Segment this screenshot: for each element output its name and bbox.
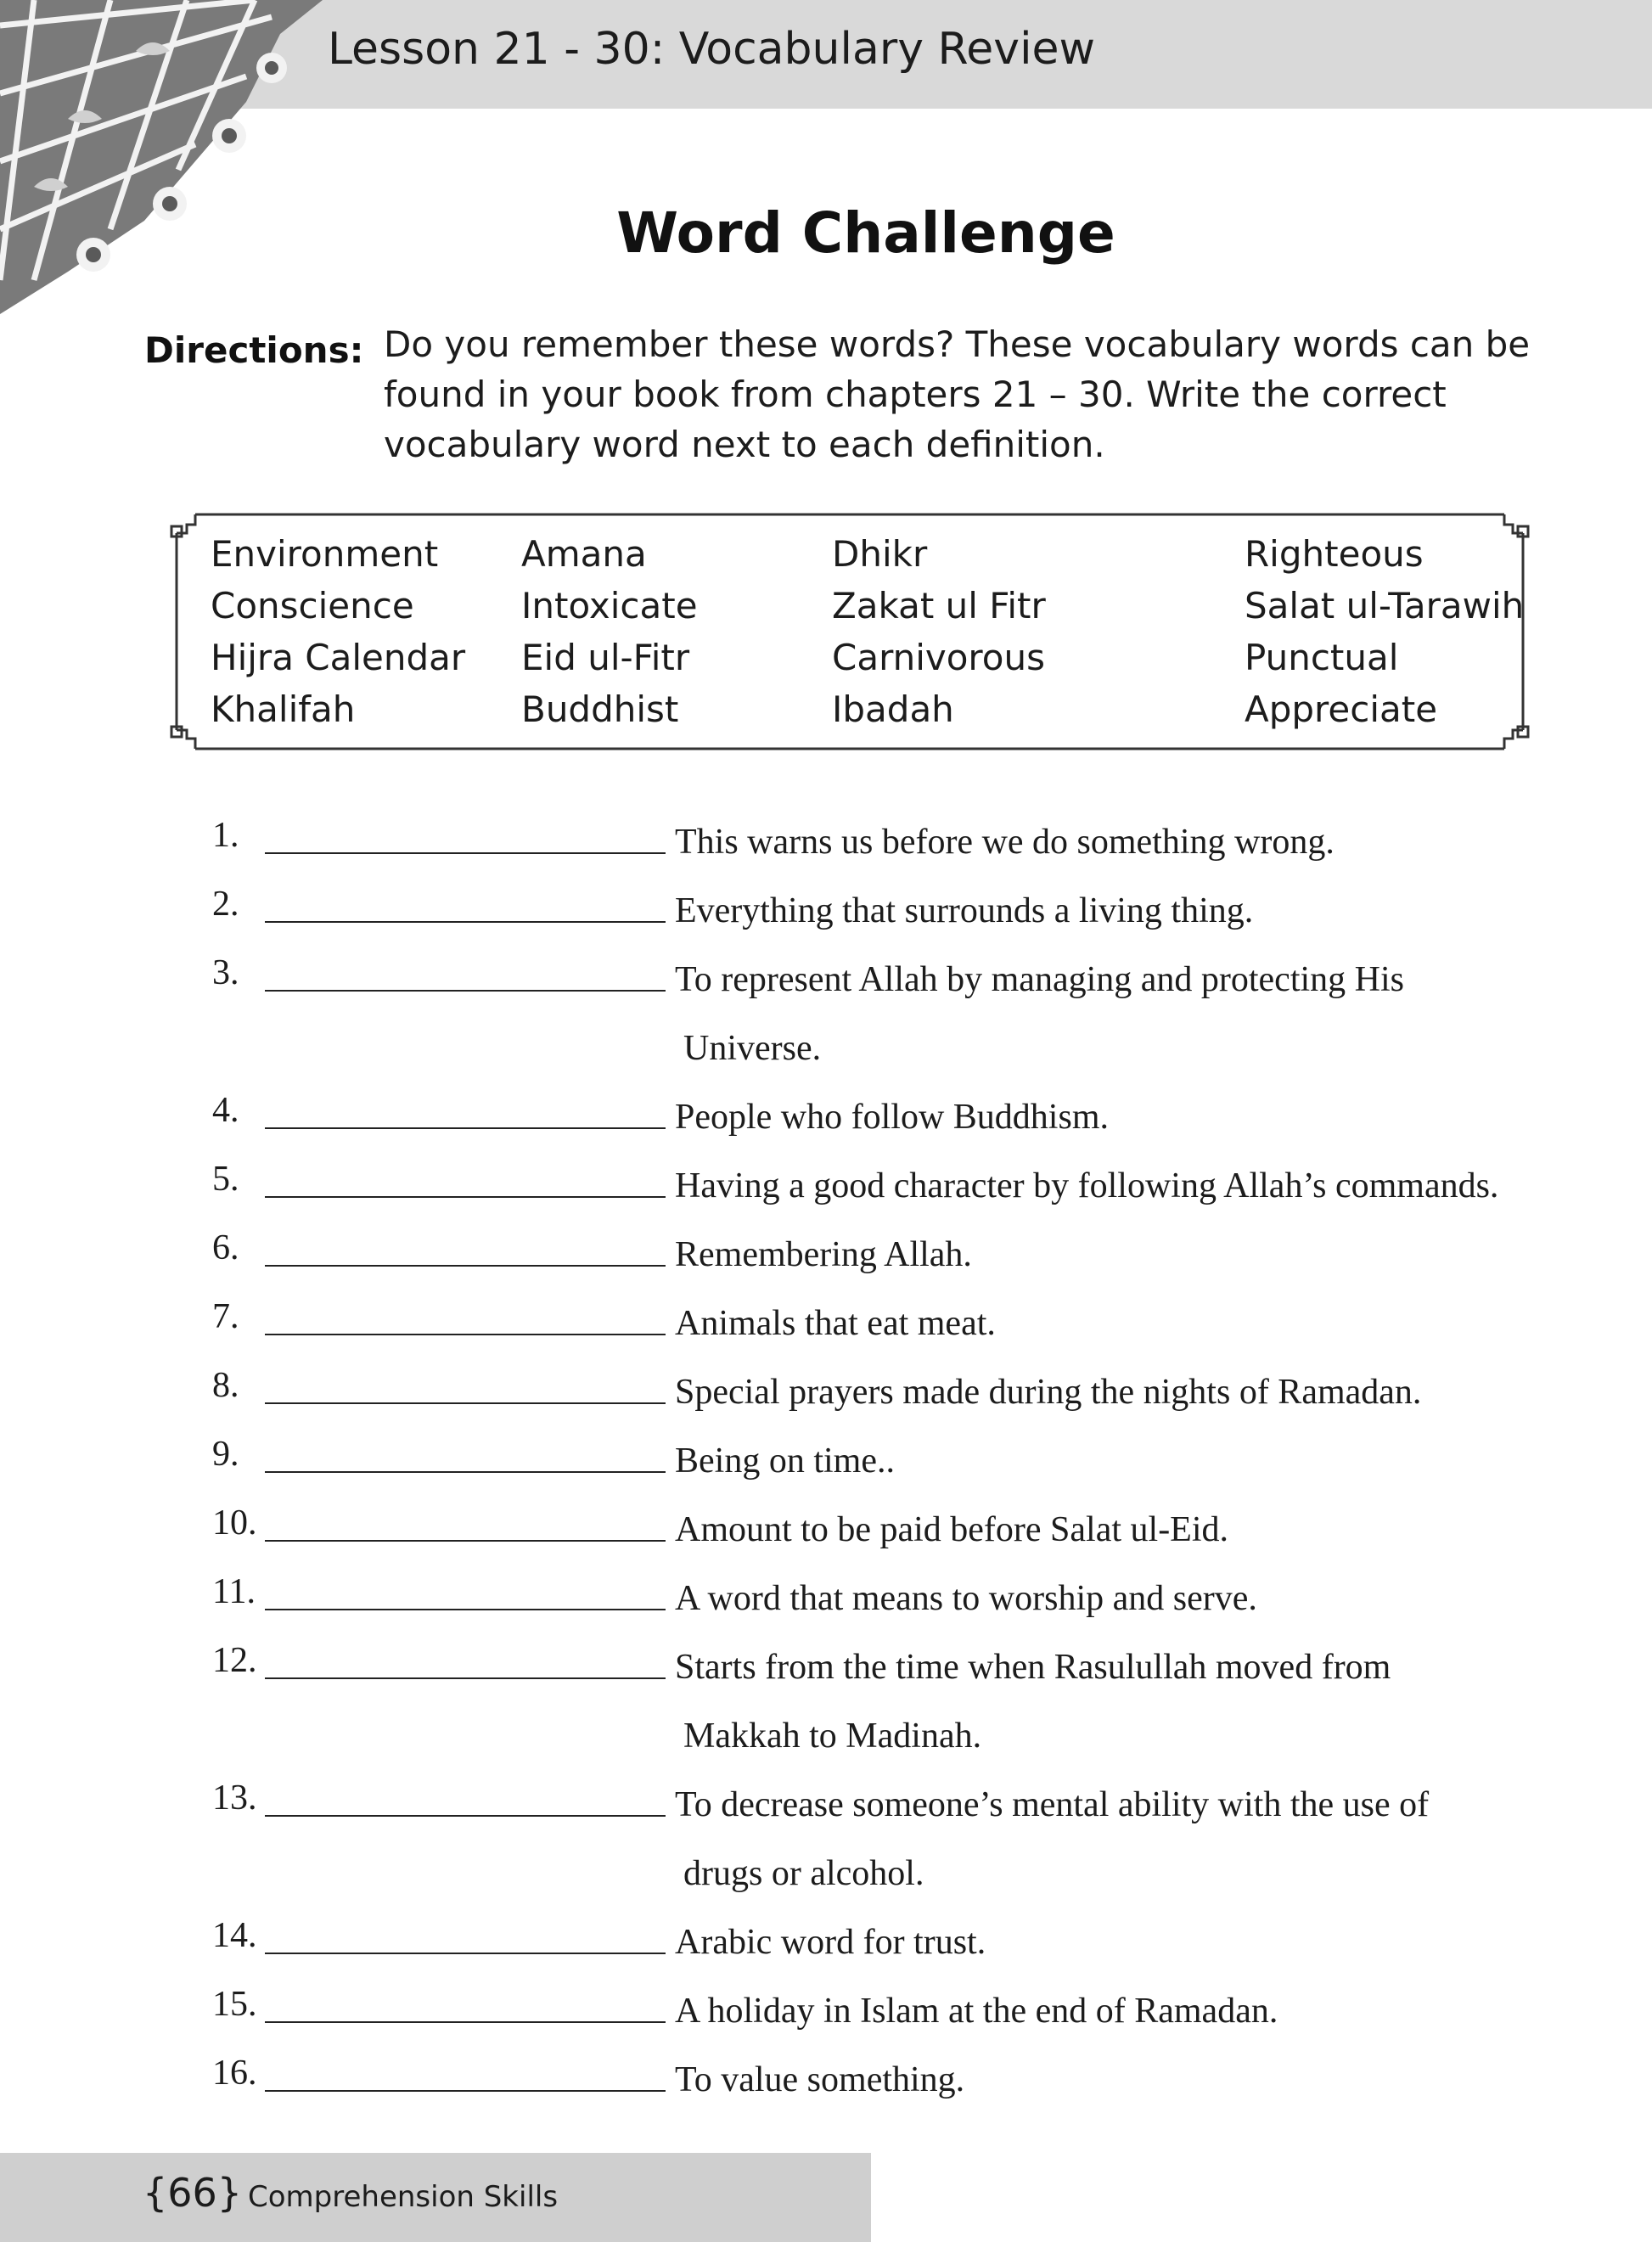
word-bank-column-2 [521,528,698,735]
question-number: 4. [212,1091,239,1130]
question-row [212,1771,1604,1908]
answer-blank[interactable] [265,1196,666,1198]
lesson-title: Lesson 21 - 30: Vocabulary Review [328,24,1096,75]
question-row [212,1977,1604,2046]
answer-blank[interactable] [265,1127,666,1129]
word-bank-column-1 [211,528,465,735]
question-number: 14. [212,1916,257,1955]
question-row [212,1427,1604,1496]
directions-text: Do you remember these words? These vocabulary words can be found in your book from chapters 21 – 30. Write the correct vocabulary word next to each definition. [384,323,1531,465]
word-bank-item: Eid ul-Fitr [521,637,690,678]
question-definition: Amount to be paid before Salat ul-Eid. [675,1510,1229,1549]
word-bank-item: Dhikr [832,533,928,575]
word-bank-item: Buddhist [521,688,679,730]
answer-blank[interactable] [265,990,666,992]
question-number: 8. [212,1366,239,1405]
question-definition: Having a good character by following Allah’s commands. [675,1166,1499,1205]
word-bank-item: Zakat ul Fitr [832,585,1046,627]
page-title: Word Challenge [616,200,1115,266]
question-row [212,1496,1604,1565]
question-row [212,877,1604,946]
word-bank-item: Conscience [211,585,414,627]
directions-label: Directions: [144,329,364,371]
question-list [212,808,1604,2115]
word-bank-item: Khalifah [211,688,356,730]
answer-blank[interactable] [265,852,666,854]
question-definition: This warns us before we do something wrong. [675,823,1335,862]
question-row [212,1633,1604,1771]
question-row [212,1290,1604,1358]
word-bank-item: Amana [521,533,647,575]
answer-blank[interactable] [265,2021,666,2023]
question-number: 11. [212,1572,256,1611]
word-bank-item: Righteous [1245,533,1424,575]
page-number: {66} [143,2170,243,2216]
question-definition: To represent Allah by managing and protecting His Universe. [675,960,1405,1068]
question-row [212,1358,1604,1427]
question-definition: Special prayers made during the nights of Ramadan. [675,1373,1422,1412]
question-definition: A holiday in Islam at the end of Ramadan. [675,1992,1278,2031]
question-row [212,2046,1604,2115]
question-definition: Everything that surrounds a living thing. [675,891,1254,930]
question-number: 2. [212,885,239,924]
question-definition: To value something. [675,2060,965,2099]
word-bank-item: Ibadah [832,688,954,730]
question-row [212,946,1604,1083]
word-bank-item: Carnivorous [832,637,1045,678]
question-definition: Arabic word for trust. [675,1923,986,1962]
word-bank-item: Salat ul-Tarawih [1245,585,1525,627]
question-number: 1. [212,816,239,855]
question-row [212,1152,1604,1221]
answer-blank[interactable] [265,1609,666,1610]
answer-blank[interactable] [265,1677,666,1679]
word-bank-item: Hijra Calendar [211,637,466,678]
question-definition: Starts from the time when Rasulullah moved from Makkah to Madinah. [675,1648,1391,1756]
question-definition: To decrease someone’s mental ability with the use of drugs or alcohol. [675,1785,1430,1893]
question-number: 5. [212,1160,239,1199]
word-bank [170,508,1530,756]
question-number: 12. [212,1641,257,1680]
arabesque-ornament-icon [0,0,323,314]
answer-blank[interactable] [265,1402,666,1404]
question-definition: Remembering Allah. [675,1235,972,1274]
answer-blank[interactable] [265,921,666,923]
question-number: 3. [212,953,239,992]
question-definition: Animals that eat meat. [675,1304,996,1343]
question-definition: People who follow Buddhism. [675,1098,1109,1137]
question-row [212,1083,1604,1152]
question-number: 6. [212,1228,239,1267]
answer-blank[interactable] [265,1471,666,1473]
question-row [212,1221,1604,1290]
question-definition: A word that means to worship and serve. [675,1579,1257,1618]
question-row [212,1565,1604,1633]
question-row [212,808,1604,877]
word-bank-column-3 [832,528,1046,735]
answer-blank[interactable] [265,1265,666,1267]
question-number: 10. [212,1503,257,1542]
answer-blank[interactable] [265,1953,666,1954]
question-number: 13. [212,1778,257,1818]
word-bank-item: Environment [211,533,439,575]
answer-blank[interactable] [265,2090,666,2092]
question-row [212,1908,1604,1977]
question-definition: Being on time.. [675,1441,895,1481]
word-bank-item: Intoxicate [521,585,698,627]
question-number: 15. [212,1985,257,2024]
question-number: 16. [212,2054,257,2093]
footer-label: Comprehension Skills [248,2180,559,2214]
answer-blank[interactable] [265,1815,666,1817]
question-number: 7. [212,1297,239,1336]
word-bank-item: Punctual [1245,637,1399,678]
question-number: 9. [212,1435,239,1474]
word-bank-column-4 [1245,528,1524,735]
answer-blank[interactable] [265,1334,666,1335]
answer-blank[interactable] [265,1540,666,1542]
word-bank-item: Appreciate [1245,688,1438,730]
